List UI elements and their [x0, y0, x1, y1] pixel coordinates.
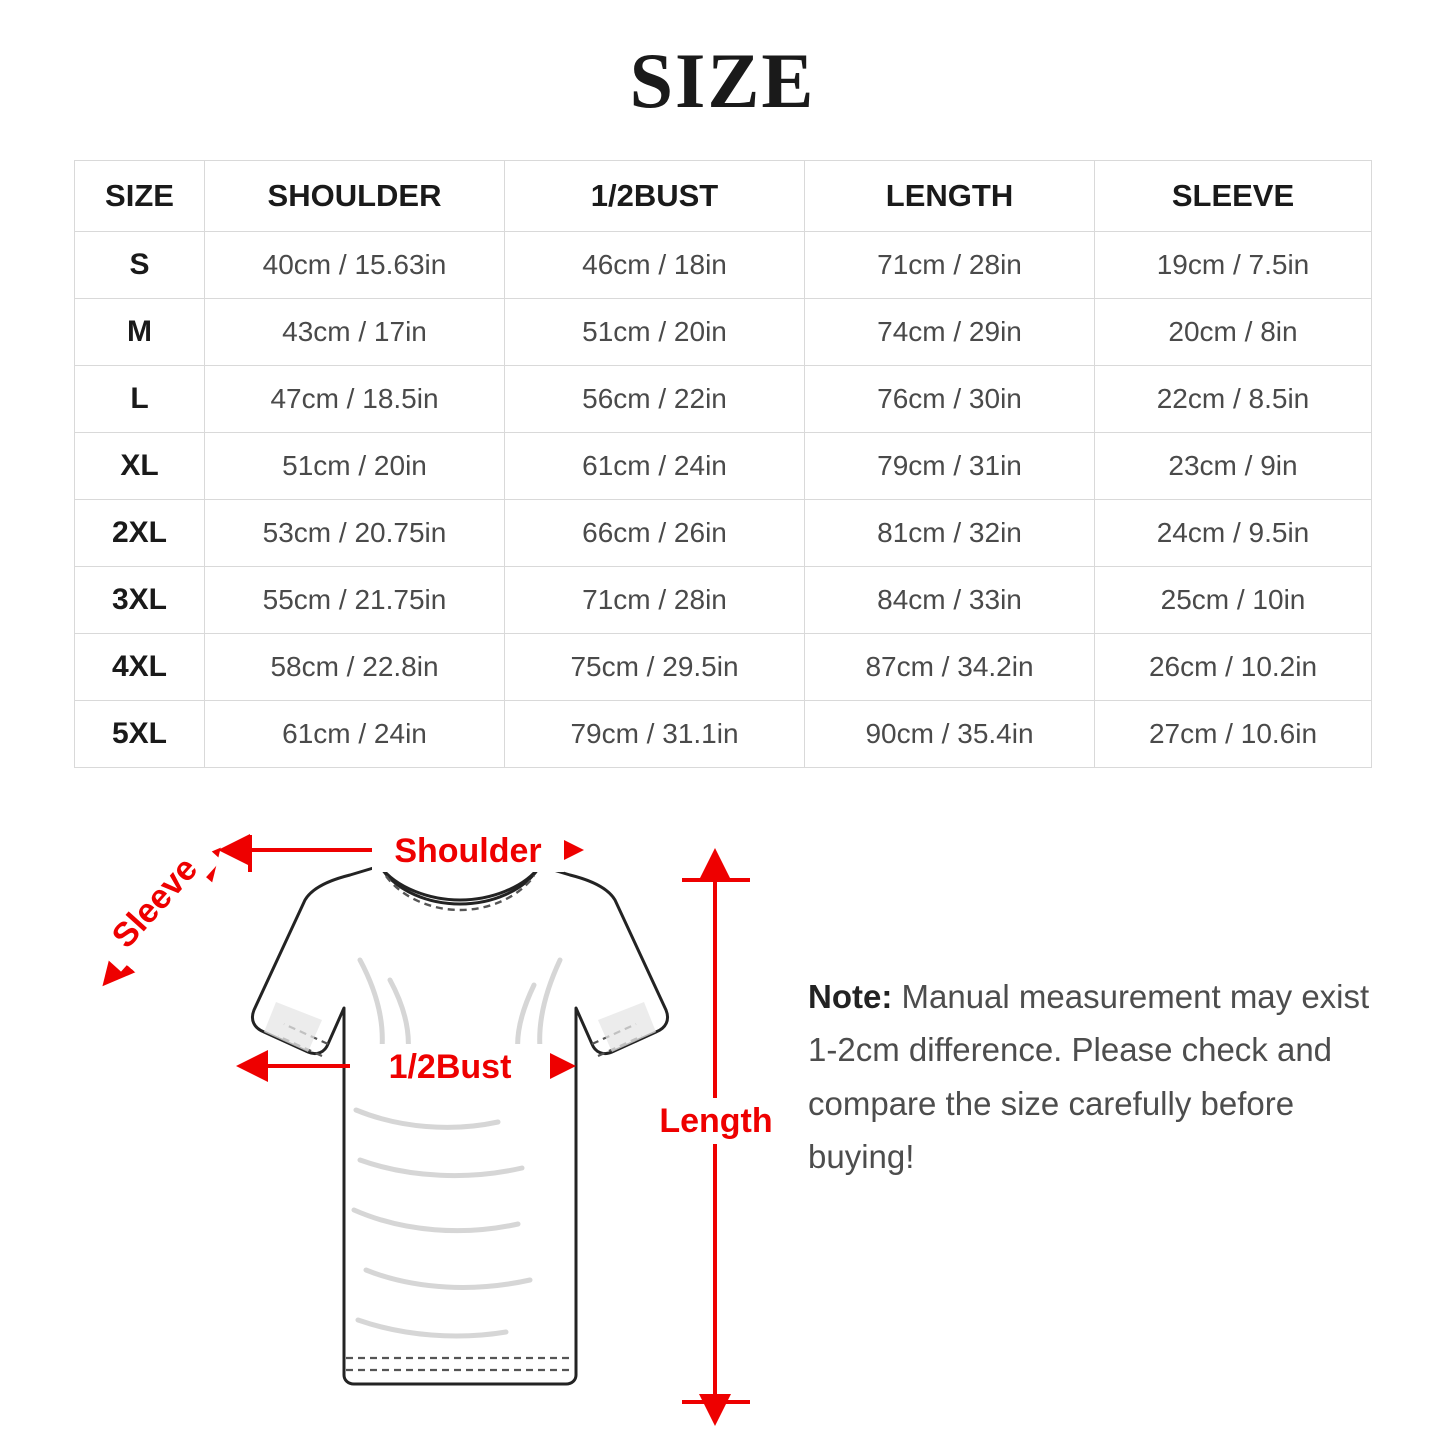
cell-size: 4XL — [75, 634, 205, 701]
cell-shoulder: 55cm / 21.75in — [205, 567, 505, 634]
table-row — [75, 500, 1372, 567]
cell-sleeve: 22cm / 8.5in — [1095, 366, 1372, 433]
cell-length: 76cm / 30in — [805, 366, 1095, 433]
cell-size: 5XL — [75, 701, 205, 768]
cell-size: L — [75, 366, 205, 433]
cell-length: 71cm / 28in — [805, 232, 1095, 299]
length-label: Length — [659, 1102, 773, 1140]
cell-size: XL — [75, 433, 205, 500]
note-body: Manual measurement may exist 1-2cm difference. Please check and compare the size carefully before buying! — [808, 978, 1370, 1176]
cell-shoulder: 47cm / 18.5in — [205, 366, 505, 433]
column-header-length: LENGTH — [805, 161, 1095, 232]
cell-sleeve: 23cm / 9in — [1095, 433, 1372, 500]
cell-bust: 66cm / 26in — [505, 500, 805, 567]
size-table — [74, 160, 1372, 768]
cell-bust: 56cm / 22in — [505, 366, 805, 433]
table-row — [75, 567, 1372, 634]
cell-sleeve: 26cm / 10.2in — [1095, 634, 1372, 701]
cell-sleeve: 25cm / 10in — [1095, 567, 1372, 634]
table-header-row — [75, 161, 1372, 232]
note-text — [808, 970, 1388, 1184]
cell-bust: 61cm / 24in — [505, 433, 805, 500]
table-row — [75, 701, 1372, 768]
cell-length: 81cm / 32in — [805, 500, 1095, 567]
column-header-bust: 1/2BUST — [505, 161, 805, 232]
page-title: SIZE — [629, 37, 816, 124]
cell-length: 87cm / 34.2in — [805, 634, 1095, 701]
cell-length: 90cm / 35.4in — [805, 701, 1095, 768]
measurement-diagram — [0, 770, 1445, 1445]
cell-sleeve: 27cm / 10.6in — [1095, 701, 1372, 768]
cell-bust: 75cm / 29.5in — [505, 634, 805, 701]
tshirt-illustration — [60, 780, 820, 1440]
table-row — [75, 366, 1372, 433]
cell-shoulder: 40cm / 15.63in — [205, 232, 505, 299]
column-header-shoulder: SHOULDER — [205, 161, 505, 232]
table-row — [75, 634, 1372, 701]
cell-length: 74cm / 29in — [805, 299, 1095, 366]
cell-bust: 51cm / 20in — [505, 299, 805, 366]
cell-size: M — [75, 299, 205, 366]
column-header-size: SIZE — [75, 161, 205, 232]
cell-sleeve: 20cm / 8in — [1095, 299, 1372, 366]
table-row — [75, 299, 1372, 366]
sleeve-label: Sleeve — [104, 849, 206, 956]
note-prefix: Note: — [808, 978, 893, 1015]
cell-size: S — [75, 232, 205, 299]
cell-size: 3XL — [75, 567, 205, 634]
cell-shoulder: 43cm / 17in — [205, 299, 505, 366]
cell-shoulder: 51cm / 20in — [205, 433, 505, 500]
table-row — [75, 232, 1372, 299]
cell-shoulder: 61cm / 24in — [205, 701, 505, 768]
tshirt-outline — [252, 866, 667, 1384]
cell-sleeve: 19cm / 7.5in — [1095, 232, 1372, 299]
cell-bust: 46cm / 18in — [505, 232, 805, 299]
cell-bust: 71cm / 28in — [505, 567, 805, 634]
table-row — [75, 433, 1372, 500]
shoulder-label: Shoulder — [394, 832, 542, 870]
bust-label: 1/2Bust — [388, 1048, 512, 1086]
cell-shoulder: 53cm / 20.75in — [205, 500, 505, 567]
cell-sleeve: 24cm / 9.5in — [1095, 500, 1372, 567]
cell-size: 2XL — [75, 500, 205, 567]
cell-length: 79cm / 31in — [805, 433, 1095, 500]
cell-shoulder: 58cm / 22.8in — [205, 634, 505, 701]
cell-bust: 79cm / 31.1in — [505, 701, 805, 768]
cell-length: 84cm / 33in — [805, 567, 1095, 634]
column-header-sleeve: SLEEVE — [1095, 161, 1372, 232]
